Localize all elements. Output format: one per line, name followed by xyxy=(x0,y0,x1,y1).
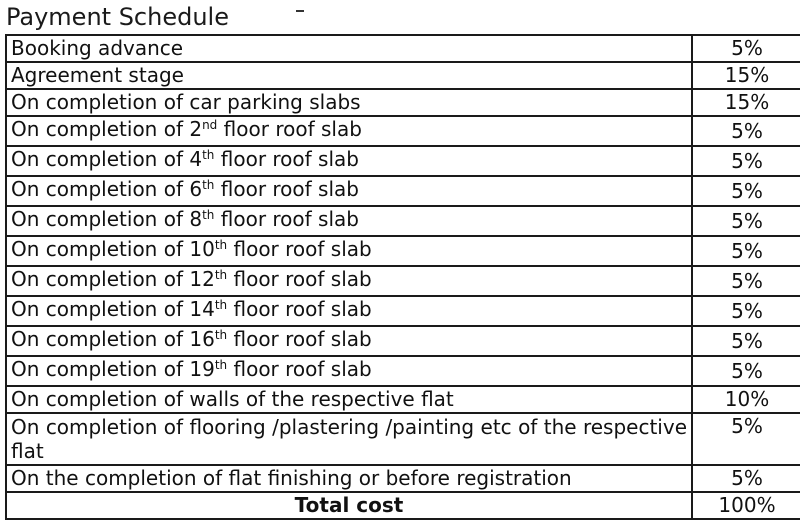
stage-text: floor roof slab xyxy=(227,237,372,261)
title-dash-mark xyxy=(296,10,304,12)
stage-text: On the completion of flat finishing or before registration xyxy=(11,466,572,490)
ordinal-suffix: nd xyxy=(202,118,218,132)
stage-percent: 15% xyxy=(692,62,800,89)
schedule-row xyxy=(6,62,800,89)
stage-text: floor roof slab xyxy=(214,177,359,201)
stage-text: floor roof slab xyxy=(227,327,372,351)
stage-text: On completion of 16 xyxy=(11,327,215,351)
stage-text: On completion of 6 xyxy=(11,177,203,201)
stage-text: floor roof slab xyxy=(217,117,362,141)
stage-text: On completion of 14 xyxy=(11,297,215,321)
ordinal-suffix: th xyxy=(214,328,228,342)
stage-percent: 5% xyxy=(692,146,800,176)
schedule-row xyxy=(6,356,800,386)
ordinal-suffix: th xyxy=(214,298,228,312)
stage-text: On completion of 19 xyxy=(11,357,215,381)
stage-text: On completion of 2 xyxy=(11,117,203,141)
schedule-row xyxy=(6,326,800,356)
ordinal-suffix: th xyxy=(202,148,215,162)
stage-text: On completion of flooring /plastering /painting etc of the respective flat xyxy=(11,415,687,463)
stage-percent: 10% xyxy=(692,386,800,413)
schedule-row xyxy=(6,35,800,62)
stage-description xyxy=(6,266,692,296)
stage-percent: 15% xyxy=(692,89,800,116)
stage-description xyxy=(6,116,692,146)
stage-description xyxy=(6,62,692,89)
stage-text: On completion of car parking slabs xyxy=(11,90,361,114)
ordinal-suffix: th xyxy=(214,238,228,252)
stage-description xyxy=(6,296,692,326)
stage-percent: 5% xyxy=(692,35,800,62)
total-row xyxy=(6,492,800,519)
stage-text: floor roof slab xyxy=(227,297,372,321)
schedule-row xyxy=(6,89,800,116)
total-label: Total cost xyxy=(6,492,692,519)
stage-description xyxy=(6,413,692,465)
stage-description xyxy=(6,206,692,236)
payment-schedule-table xyxy=(5,34,800,520)
schedule-row xyxy=(6,413,800,465)
stage-percent: 5% xyxy=(692,413,800,465)
schedule-row xyxy=(6,386,800,413)
stage-description xyxy=(6,35,692,62)
stage-text: floor roof slab xyxy=(227,357,372,381)
ordinal-suffix: th xyxy=(214,358,228,372)
stage-percent: 5% xyxy=(692,116,800,146)
schedule-row xyxy=(6,206,800,236)
ordinal-suffix: th xyxy=(202,178,215,192)
page-title: Payment Schedule xyxy=(6,3,229,31)
schedule-row xyxy=(6,465,800,492)
stage-text: floor roof slab xyxy=(214,147,359,171)
stage-percent: 5% xyxy=(692,176,800,206)
stage-text: On completion of 8 xyxy=(11,207,203,231)
schedule-row xyxy=(6,146,800,176)
schedule-row xyxy=(6,236,800,266)
schedule-row xyxy=(6,296,800,326)
stage-percent: 5% xyxy=(692,296,800,326)
ordinal-suffix: th xyxy=(202,208,215,222)
stage-percent: 5% xyxy=(692,266,800,296)
stage-description xyxy=(6,176,692,206)
schedule-row xyxy=(6,116,800,146)
stage-text: On completion of 10 xyxy=(11,237,215,261)
stage-percent: 5% xyxy=(692,356,800,386)
stage-description xyxy=(6,146,692,176)
stage-percent: 5% xyxy=(692,206,800,236)
stage-percent: 5% xyxy=(692,465,800,492)
schedule-row xyxy=(6,176,800,206)
stage-text: floor roof slab xyxy=(227,267,372,291)
stage-percent: 5% xyxy=(692,326,800,356)
stage-text: On completion of 12 xyxy=(11,267,215,291)
stage-text: Agreement stage xyxy=(11,63,184,87)
total-percent: 100% xyxy=(692,492,800,519)
stage-description xyxy=(6,386,692,413)
stage-text: Booking advance xyxy=(11,36,184,60)
stage-description xyxy=(6,356,692,386)
stage-description xyxy=(6,236,692,266)
stage-description xyxy=(6,465,692,492)
stage-text: On completion of walls of the respective flat xyxy=(11,387,454,411)
ordinal-suffix: th xyxy=(214,268,228,282)
stage-text: On completion of 4 xyxy=(11,147,203,171)
stage-percent: 5% xyxy=(692,236,800,266)
schedule-row xyxy=(6,266,800,296)
stage-description xyxy=(6,326,692,356)
stage-text: floor roof slab xyxy=(214,207,359,231)
stage-description xyxy=(6,89,692,116)
